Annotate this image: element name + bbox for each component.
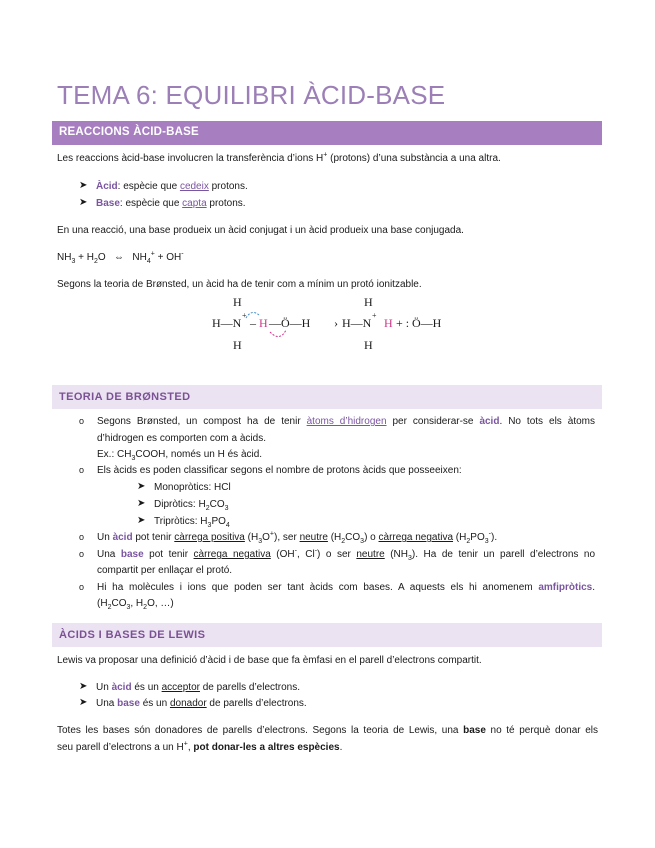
lewis-intro: Lewis va proposar una definició d’àcid i de base que fa èmfasi en el parell d’electrons compartit.: [57, 655, 482, 666]
equilibrium-arrow-icon: ⇔: [114, 252, 125, 263]
section-title: REACCIONS ÀCID-BASE: [59, 126, 199, 138]
lewis-base-definition: Una base és un donador de parells d’electrons.: [96, 698, 307, 709]
page-title: TEMA 6: EQUILIBRI ÀCID-BASE: [57, 80, 446, 110]
bronsted-point-4-line2: compartit per enllaçar el protó.: [97, 565, 233, 576]
lewis-paragraph: Totes les bases són donadores de parells d’electrons. Segons la teoria de Lewis, una base no té perquè donar els: [57, 725, 598, 736]
arrow-bullet-icon: ➤: [79, 197, 88, 208]
section-title: TEORIA DE BRØNSTED: [59, 391, 191, 403]
circle-bullet-icon: o: [79, 549, 85, 559]
arrow-bullet-icon: ➤: [79, 681, 88, 692]
acid-definition: Àcid: espècie que cedeix protons.: [96, 181, 248, 192]
triprotic-item: Tripròtics: $H_3PO_4$: [154, 516, 230, 529]
bronsted-point-5: Hi ha molècules i ions que poden ser tant àcids com bases. A aquests els hi anomenem amfipròtics.: [97, 582, 595, 593]
bronsted-point-5-line2: ($H_2CO_3$, $H_2O$, …): [97, 598, 174, 611]
bronsted-point-4: Una base pot tenir càrrega negativa (OH-, Cl-) o ser neutre $(NH_3)$. Ha de tenir un parell d’electrons no: [97, 547, 596, 562]
electron-transfer-arrows: [240, 306, 300, 344]
diprotic-item: Dipròtics: $H_2CO_3$: [154, 499, 229, 512]
bronsted-point-1-line2: d’hidrogen es comporten com a àcids.: [97, 433, 266, 444]
arrow-bullet-icon: ➤: [79, 697, 88, 708]
lewis-acid-definition: Un àcid és un acceptor de parells d’electrons.: [96, 682, 301, 693]
bronsted-intro: Segons la teoria de Brønsted, un àcid ha de tenir com a mínim un protó ionitzable.: [57, 279, 422, 290]
section-title: ÀCIDS I BASES DE LEWIS: [59, 629, 206, 641]
circle-bullet-icon: o: [79, 465, 85, 475]
circle-bullet-icon: o: [79, 582, 85, 592]
section-header-reaccions: [52, 121, 602, 145]
section-header-bronsted: [52, 385, 602, 409]
base-definition: Base: espècie que capta protons.: [96, 198, 246, 209]
bronsted-point-2: Els àcids es poden classificar segons el nombre de protons àcids que posseeixen:: [97, 465, 462, 476]
monoprotic-item: Monopròtics: HCl: [154, 482, 231, 493]
lewis-paragraph-line2: seu parell d’electrons a un H+, pot donar-les a altres espècies.: [57, 740, 343, 753]
bronsted-point-3: Un àcid pot tenir càrrega positiva $(H_3O^+)$, ser neutre $(H_2CO_3)$ o càrrega negativa $(H_2PO_3^-)$.: [97, 530, 498, 545]
arrow-bullet-icon: ➤: [137, 498, 146, 509]
bronsted-point-1: Segons Brønsted, un compost ha de tenir àtoms d’hidrogen per considerar-se àcid. No tots els àtoms: [97, 416, 595, 427]
document-page: TEMA 6: EQUILIBRI ÀCID-BASE REACCIONS ÀCID-BASE Les reaccions àcid-base involucren la transferència d’ions H+ (protons) d’una substància a una altra. ➤ Àcid: espècie que cedeix protons. ➤ Base: espècie que capta protons. En una reacció, una base produeix un àcid conjugat i un àcid produeix una base conjugada. $NH_3 + H_2O$ ⇔ $NH_4^+ + OH^-$ Segons la teoria de Brønsted, un àcid ha de tenir com a mínim un protó ionitzable. H H—N + – H —Ö—H H › H H—N + H + : Ö—H H TEORIA DE BRØNSTED o Segons Brønsted, un compost ha de tenir àtoms d’hidrogen per considerar-se àcid. No tots els àtoms d’hidrogen es comporten com a àcids. Ex.: $CH_3COOH$, només un H és àcid. o Els àcids es poden classificar segons el nombre de protons àcids que posseeixen: ➤ Monopròtics: HCl ➤ Dipròtics: $H_2CO_3$ ➤ Tripròtics: $H_3PO_4$ o Un àcid pot tenir càrrega positiva $(H_3O^+)$, ser neutre $(H_2CO_3)$ o càrrega negativa $(H_2PO_3^-)$. o Una base pot tenir càrrega negativa (OH-, Cl-) o ser neutre $(NH_3)$. Ha de tenir un parell d’electrons no compartit per enllaçar el protó. o Hi ha molècules i ions que poden ser tant àcids com bases. A aquests els hi anomenem amfipròtics. ($H_2CO_3$, $H_2O$, …) ÀCIDS I BASES DE LEWIS Lewis va proposar una definició d’àcid i de base que fa èmfasi en el parell d’electrons compartit. ➤ Un àcid és un acceptor de parells d’electrons. ➤ Una base és un donador de parells d’electrons. Totes les bases són donadores de parells d’electrons. Segons la teoria de Lewis, una base no té perquè donar els seu parell d’electrons a un H+, pot donar-les a altres espècies.: [0, 0, 655, 848]
reaction-equation: $NH_3 + H_2O$ ⇔ $NH_4^+ + OH^-$: [57, 250, 184, 265]
circle-bullet-icon: o: [79, 416, 85, 426]
circle-bullet-icon: o: [79, 532, 85, 542]
arrow-bullet-icon: ➤: [137, 481, 146, 492]
bronsted-example: Ex.: $CH_3COOH$, només un H és àcid.: [97, 449, 263, 462]
section-header-lewis: [52, 623, 602, 647]
intro-paragraph: Les reaccions àcid-base involucren la transferència d’ions H+ (protons) d’una substància a una altra.: [57, 151, 501, 164]
arrow-bullet-icon: ➤: [79, 180, 88, 191]
conjugate-paragraph: En una reacció, una base produeix un àcid conjugat i un àcid produeix una base conjugada.: [57, 225, 464, 236]
arrow-bullet-icon: ➤: [137, 515, 146, 526]
